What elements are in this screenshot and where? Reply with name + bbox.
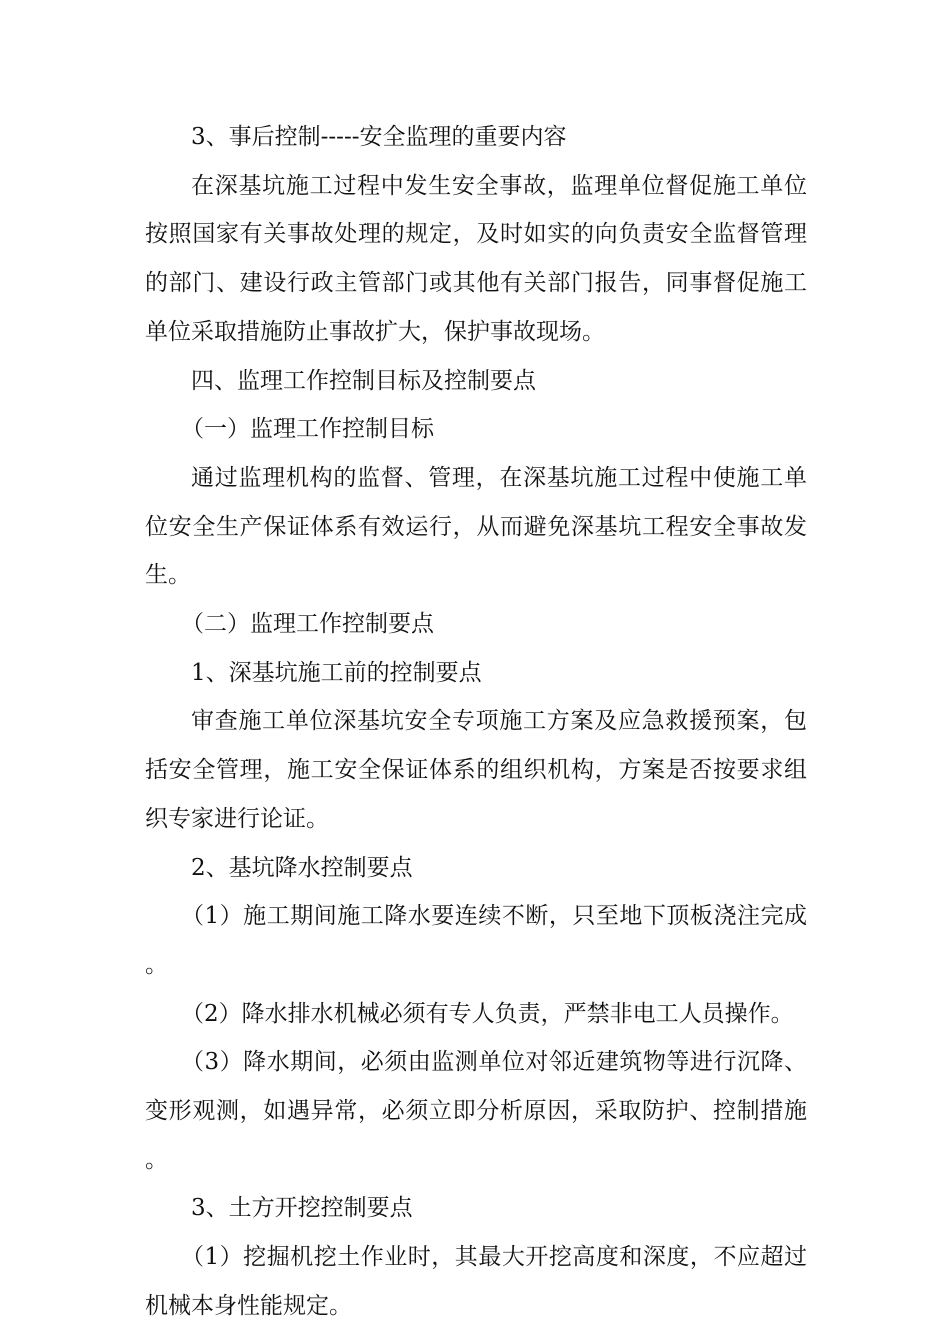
heading-dewatering: 2、基坑降水控制要点 [191, 854, 413, 881]
list-item-dewatering-3: （3）降水期间，必须由监测单位对邻近建筑物等进行沉降、变形观测，如遇异常，必须立即分析原因，采取防护、控制措施。 [145, 1049, 807, 1173]
list-item-dewatering-2: （2）降水排水机械必须有专人负责，严禁非电工人员操作。 [181, 1000, 794, 1027]
subheading-control-target: （一）监理工作控制目标 [181, 416, 434, 443]
document-body [145, 113, 807, 1331]
section-heading-control-targets: 四、监理工作控制目标及控制要点 [191, 367, 536, 394]
paragraph-plan-review: 审查施工单位深基坑安全专项施工方案及应急救援预案，包括安全管理，施工安全保证体系的组织机构，方案是否按要求组织专家进行论证。 [145, 708, 807, 832]
heading-pre-construction: 1、深基坑施工前的控制要点 [191, 659, 482, 686]
paragraph-control-target: 通过监理机构的监督、管理，在深基坑施工过程中使施工单位安全生产保证体系有效运行，从而避免深基坑工程安全事故发生。 [145, 464, 807, 589]
list-item-dewatering-1: （1）施工期间施工降水要连续不断，只至地下顶板浇注完成。 [145, 903, 807, 978]
section-heading-post-control: 3、事后控制-----安全监理的重要内容 [191, 124, 567, 150]
subheading-control-points: （二）监理工作控制要点 [181, 611, 434, 638]
list-item-excavation-1: （1）挖掘机挖土作业时，其最大开挖高度和深度，不应超过机械本身性能规定。 [145, 1244, 807, 1319]
heading-excavation: 3、土方开挖控制要点 [191, 1195, 413, 1222]
paragraph-accident-reporting: 在深基坑施工过程中发生安全事故，监理单位督促施工单位按照国家有关事故处理的规定，及时如实的向负责安全监督管理的部门、建设行政主管部门或其他有关部门报告，同事督促施工单位采取措施防止事故扩大，保护事故现场。 [145, 172, 807, 345]
